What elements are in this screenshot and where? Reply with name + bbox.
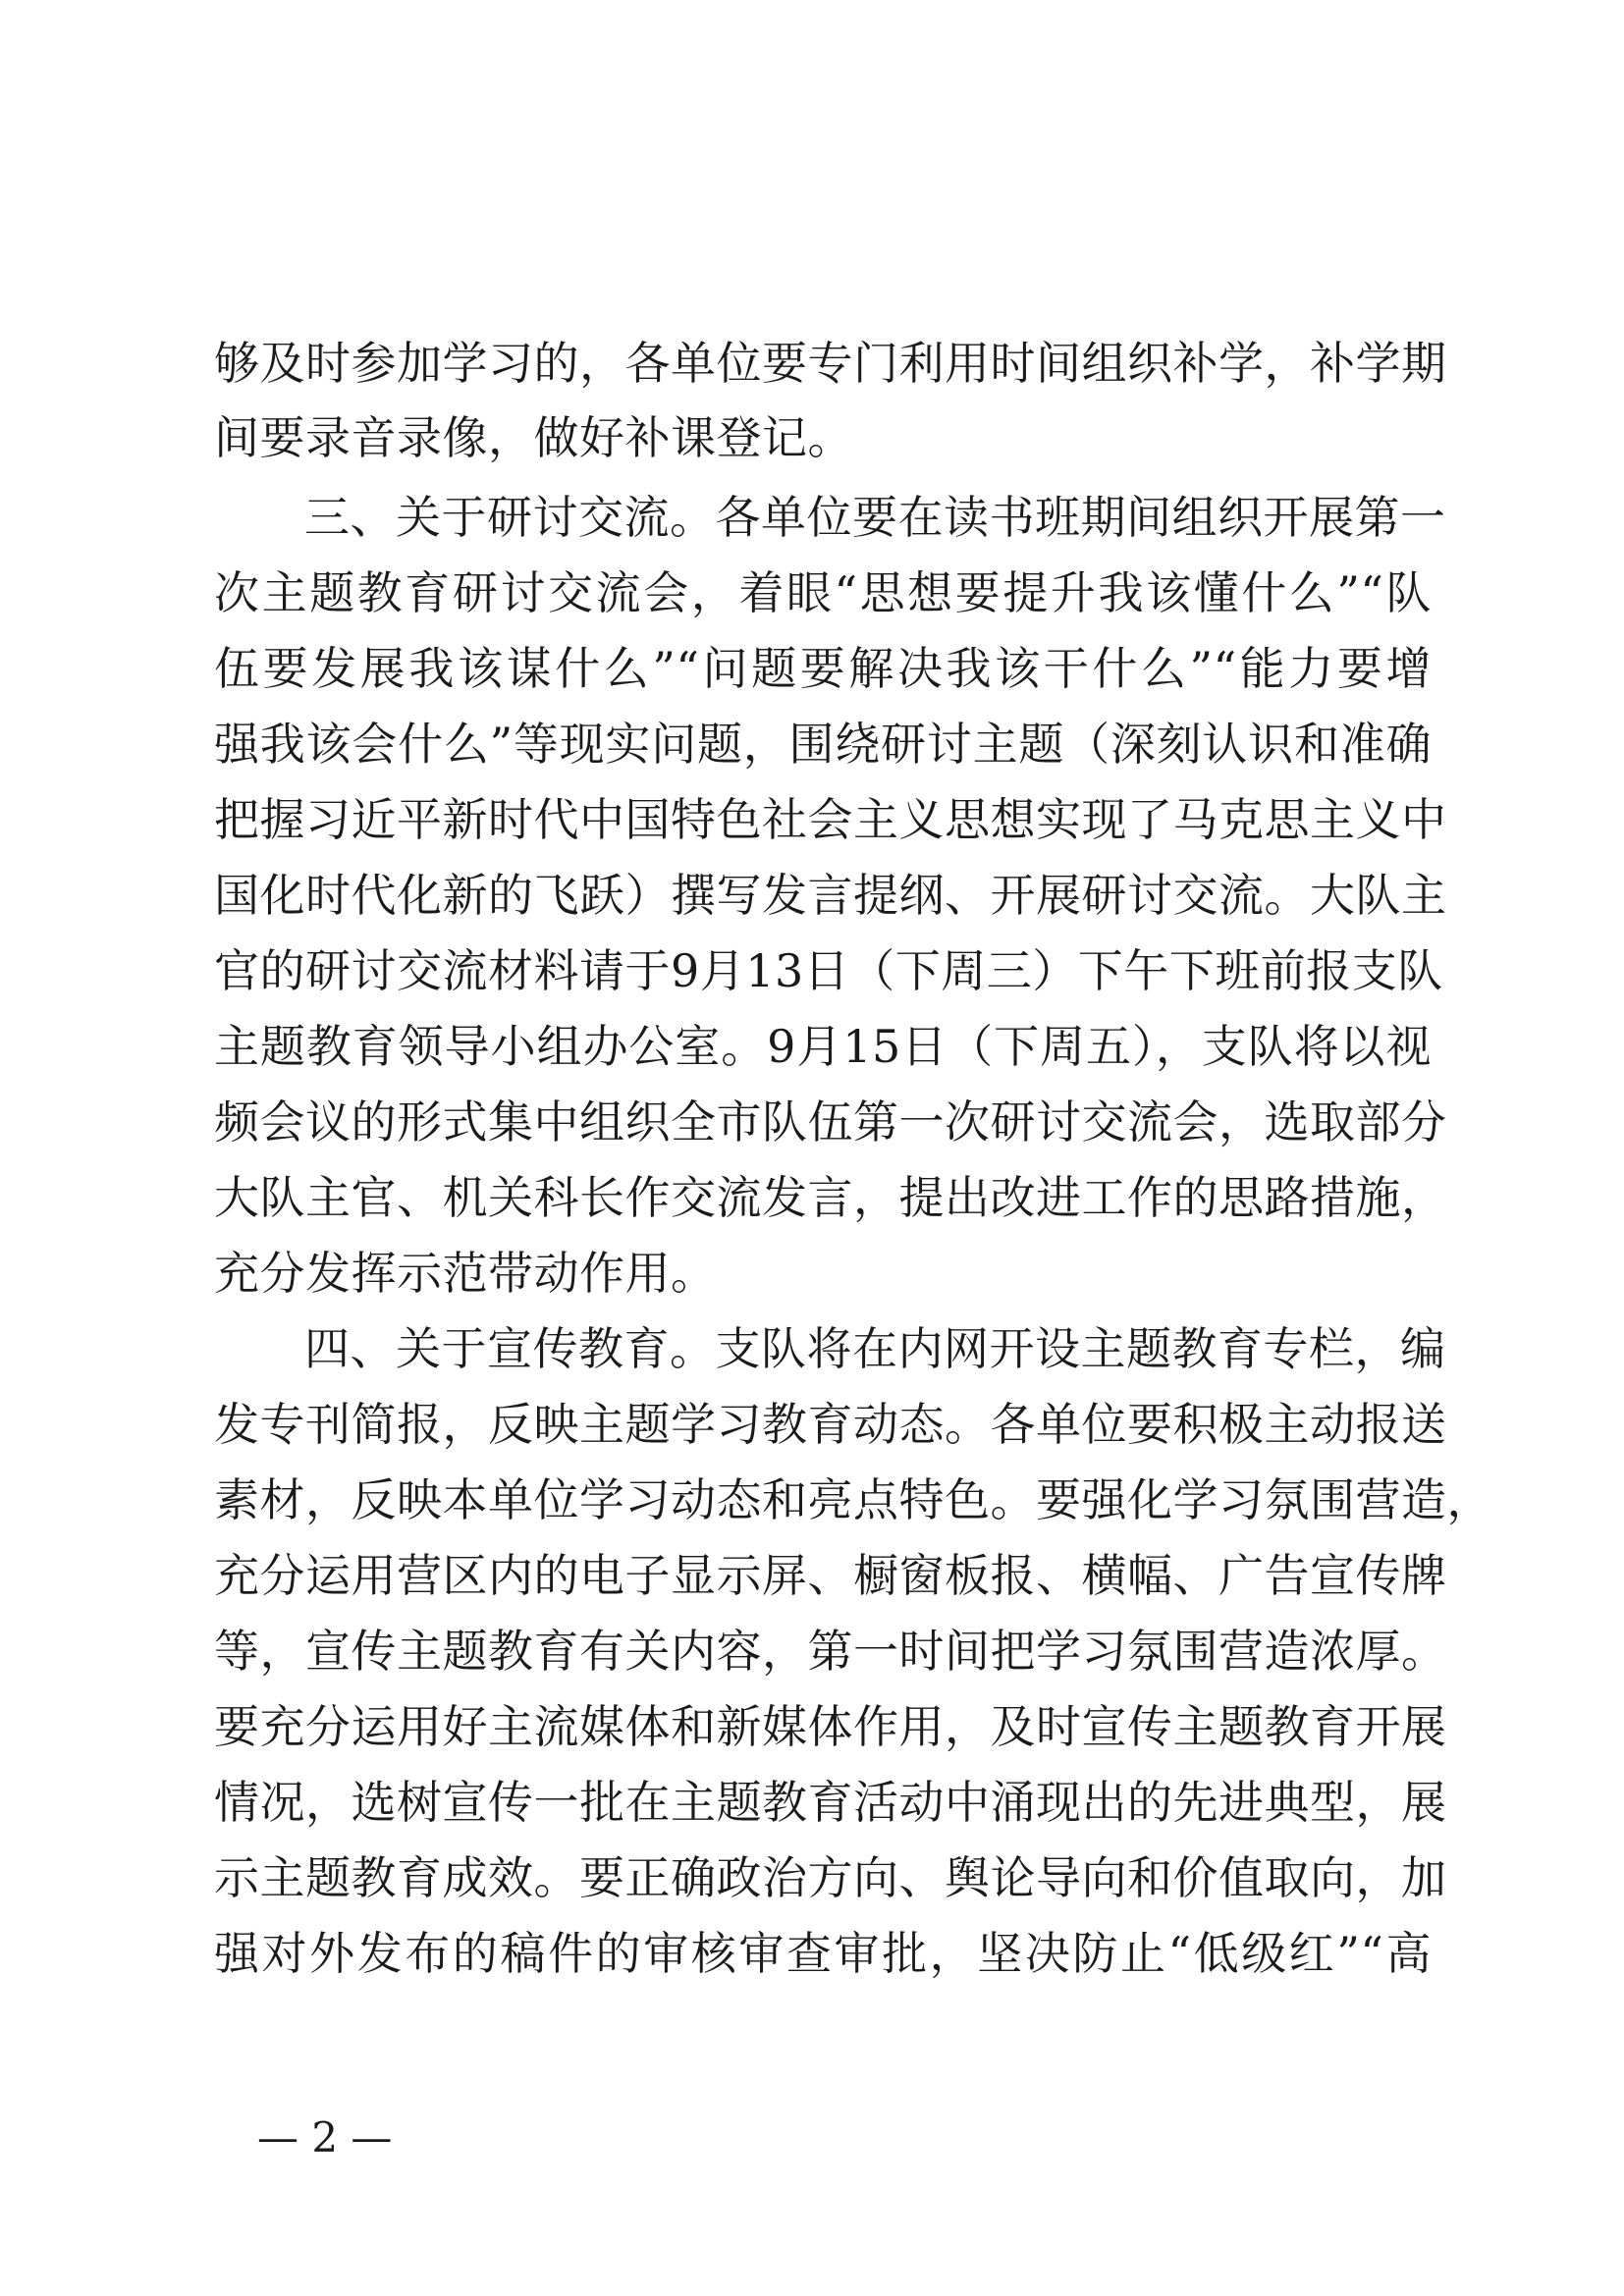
body-text-line: 够及时参加学习的，各单位要专门利用时间组织补学，补学期	[214, 337, 1447, 390]
body-text-line: 把握习近平新时代中国特色社会主义思想实现了马克思主义中	[214, 793, 1447, 846]
body-text-line: 充分发挥示范带动作用。	[214, 1247, 717, 1300]
body-text-line: 频会议的形式集中组织全市队伍第一次研讨交流会，选取部分	[214, 1095, 1447, 1148]
body-text-line: 素材，反映本单位学习动态和亮点特色。要强化学习氛围营造，	[214, 1473, 1492, 1526]
body-text-line: 充分运用营区内的电子显示屏、橱窗板报、横幅、广告宣传牌	[214, 1549, 1447, 1602]
body-text-line: 强我该会什么”等现实问题，围绕研讨主题（深刻认识和准确	[214, 718, 1432, 771]
body-text-line: 官的研讨交流材料请于9月13日（下周三）下午下班前报支队	[214, 944, 1443, 997]
body-text-line: 间要录音录像，做好补课登记。	[214, 411, 853, 464]
body-text-line: 示主题教育成效。要正确政治方向、舆论导向和价值取向，加	[214, 1851, 1447, 1904]
body-text-line: 次主题教育研讨交流会，着眼“思想要提升我该懂什么”“队	[214, 566, 1432, 619]
section-three-heading-line: 三、关于研讨交流。各单位要在读书班期间组织开展第一	[304, 491, 1446, 544]
body-text-line: 强对外发布的稿件的审核审查审批，坚决防止“低级红”“高	[214, 1927, 1432, 1980]
body-text-line: 主题教育领导小组办公室。9月15日（下周五），支队将以视	[214, 1020, 1432, 1073]
body-text-line: 情况，选树宣传一批在主题教育活动中涌现出的先进典型，展	[214, 1776, 1447, 1829]
body-text-line: 大队主官、机关科长作交流发言，提出改进工作的思路措施，	[214, 1171, 1447, 1224]
section-four-heading-line: 四、关于宣传教育。支队将在内网开设主题教育专栏，编	[304, 1322, 1446, 1375]
body-text-line: 等，宣传主题教育有关内容，第一时间把学习氛围营造浓厚。	[214, 1625, 1447, 1678]
body-text-line: 伍要发展我该谋什么”“问题要解决我该干什么”“能力要增	[214, 642, 1432, 695]
body-text-line: 国化时代化新的飞跃）撰写发言提纲、开展研讨交流。大队主	[214, 869, 1447, 922]
body-text-line: 发专刊简报，反映主题学习教育动态。各单位要积极主动报送	[214, 1398, 1447, 1451]
page-number: — 2 —	[257, 2113, 393, 2162]
body-text-line: 要充分运用好主流媒体和新媒体作用，及时宣传主题教育开展	[214, 1700, 1447, 1753]
